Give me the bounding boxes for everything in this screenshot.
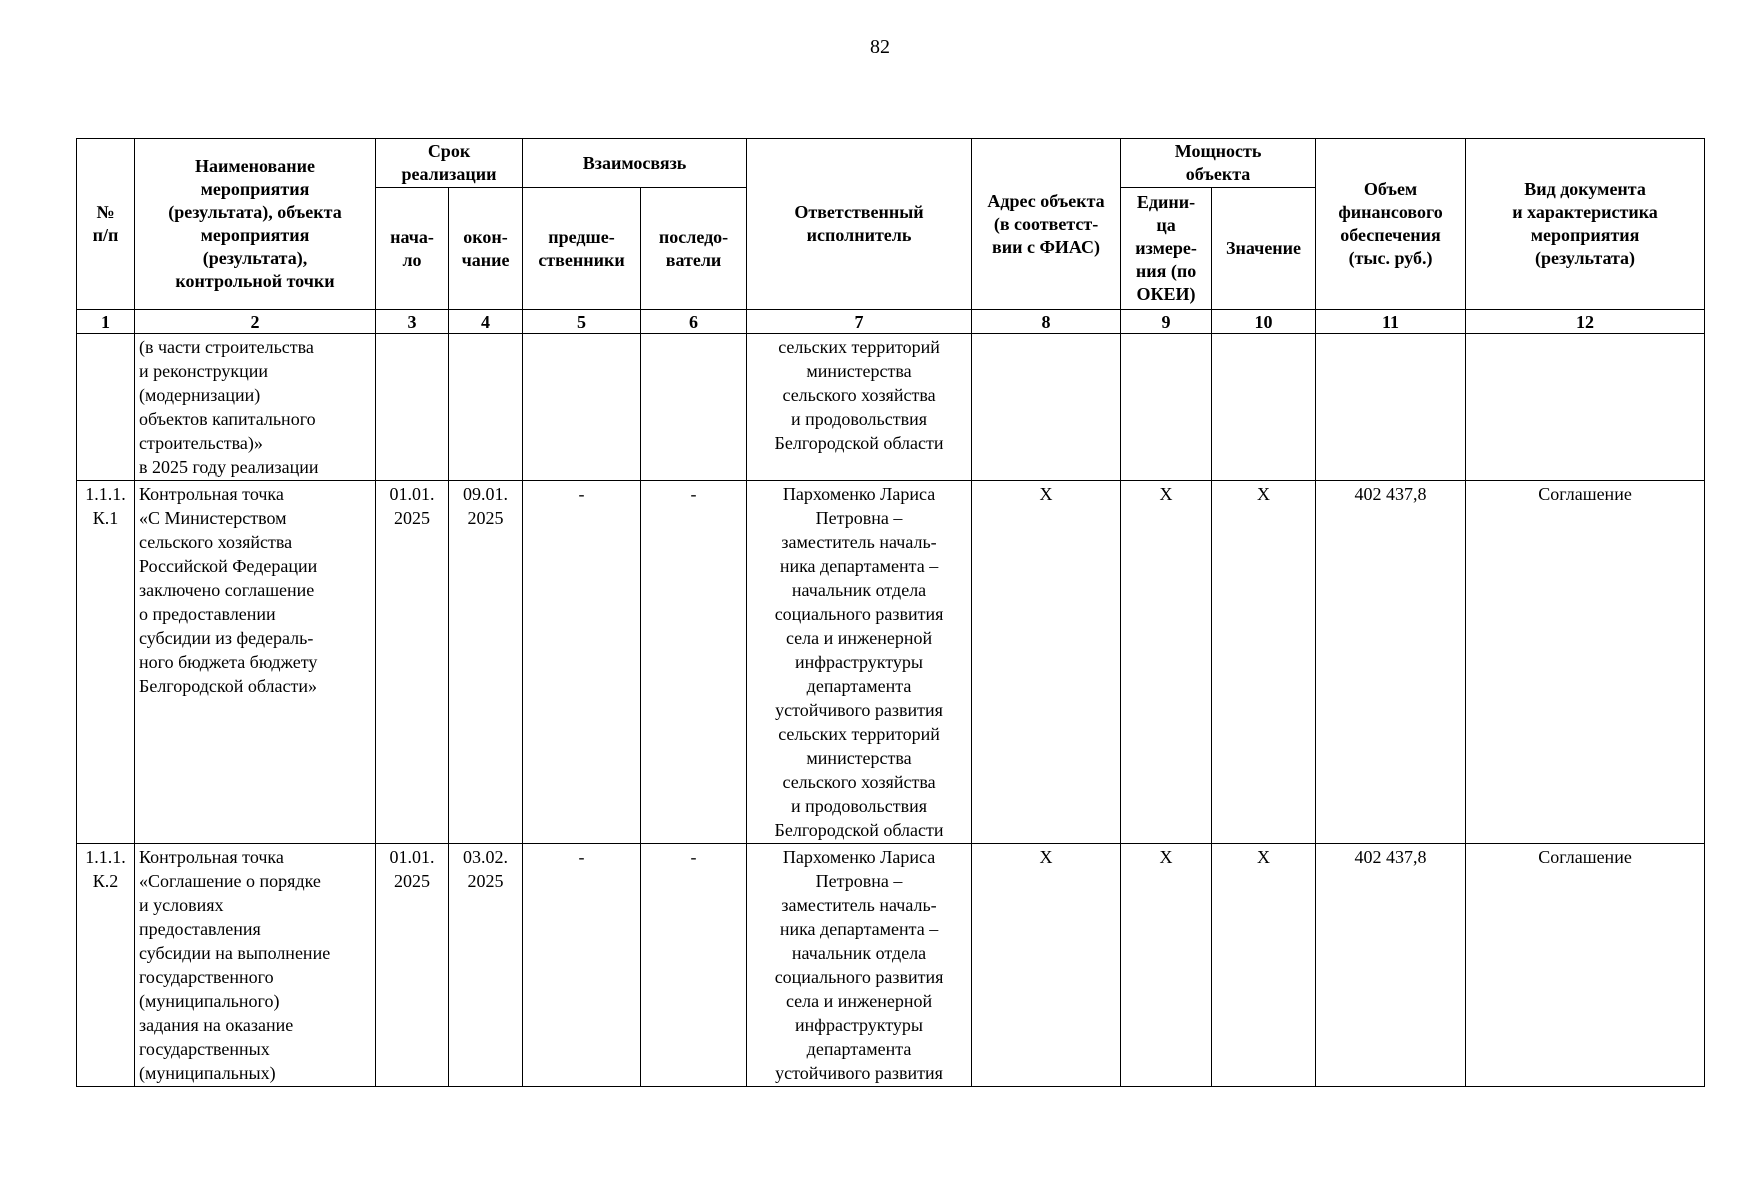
header-name: Наименование мероприятия (результата), объекта мероприятия (результата), контрольной точки <box>135 139 376 310</box>
cell-next: - <box>641 481 747 844</box>
column-number: 12 <box>1466 310 1705 334</box>
cell-finance <box>1316 334 1466 481</box>
cell-end: 03.02. 2025 <box>449 844 523 1087</box>
header-finance: Объем финансового обеспечения (тыс. руб.) <box>1316 139 1466 310</box>
column-number: 9 <box>1121 310 1212 334</box>
column-number: 6 <box>641 310 747 334</box>
header-link-prev: предше- ственники <box>523 188 641 310</box>
column-number: 10 <box>1212 310 1316 334</box>
cell-value: X <box>1212 844 1316 1087</box>
cell-prev: - <box>523 844 641 1087</box>
column-number: 3 <box>376 310 449 334</box>
cell-value <box>1212 334 1316 481</box>
plan-table <box>76 138 1705 1087</box>
table-row <box>77 481 1705 844</box>
cell-start: 01.01. 2025 <box>376 844 449 1087</box>
cell-next <box>641 334 747 481</box>
header-link: Взаимосвязь <box>523 139 747 188</box>
cell-prev: - <box>523 481 641 844</box>
header-term-start: нача- ло <box>376 188 449 310</box>
cell-prev <box>523 334 641 481</box>
cell-start: 01.01. 2025 <box>376 481 449 844</box>
cell-finance: 402 437,8 <box>1316 844 1466 1087</box>
header-term-end: окон- чание <box>449 188 523 310</box>
table-row <box>77 844 1705 1087</box>
header-responsible: Ответственный исполнитель <box>747 139 972 310</box>
header-link-next: последо- ватели <box>641 188 747 310</box>
cell-end: 09.01. 2025 <box>449 481 523 844</box>
column-number: 4 <box>449 310 523 334</box>
cell-address: X <box>972 844 1121 1087</box>
cell-value: X <box>1212 481 1316 844</box>
column-number: 1 <box>77 310 135 334</box>
cell-unit: X <box>1121 844 1212 1087</box>
header-number: № п/п <box>77 139 135 310</box>
header-capacity: Мощность объекта <box>1121 139 1316 188</box>
cell-number <box>77 334 135 481</box>
column-number: 2 <box>135 310 376 334</box>
column-number: 5 <box>523 310 641 334</box>
cell-name: Контрольная точка «С Министерством сельского хозяйства Российской Федерации заключено соглашение о предоставлении субсидии из федераль- ного бюджета бюджету Белгородской области» <box>135 481 376 844</box>
header-doc-type: Вид документа и характеристика мероприятия (результата) <box>1466 139 1705 310</box>
cell-start <box>376 334 449 481</box>
header-term: Срок реализации <box>376 139 523 188</box>
cell-end <box>449 334 523 481</box>
cell-doc: Соглашение <box>1466 844 1705 1087</box>
header-capacity-value: Значение <box>1212 188 1316 310</box>
column-number: 8 <box>972 310 1121 334</box>
cell-doc: Соглашение <box>1466 481 1705 844</box>
header-address: Адрес объекта (в соответст- вии с ФИАС) <box>972 139 1121 310</box>
cell-address: X <box>972 481 1121 844</box>
cell-responsible: сельских территорий министерства сельского хозяйства и продовольствия Белгородской области <box>747 334 972 481</box>
cell-responsible: Пархоменко Лариса Петровна – заместитель началь- ника департамента – начальник отдела социального развития села и инженерной инфраструктуры департамента устойчивого развития сельских территорий министерства сельского хозяйства и продовольствия Белгородской области <box>747 481 972 844</box>
cell-doc <box>1466 334 1705 481</box>
cell-name: Контрольная точка «Соглашение о порядке и условиях предоставления субсидии на выполнение государственного (муниципального) задания на оказание государственных (муниципальных) <box>135 844 376 1087</box>
cell-responsible: Пархоменко Лариса Петровна – заместитель началь- ника департамента – начальник отдела социального развития села и инженерной инфраструктуры департамента устойчивого развития <box>747 844 972 1087</box>
cell-next: - <box>641 844 747 1087</box>
cell-finance: 402 437,8 <box>1316 481 1466 844</box>
cell-number: 1.1.1. К.1 <box>77 481 135 844</box>
table-row <box>77 334 1705 481</box>
cell-unit <box>1121 334 1212 481</box>
page-number: 82 <box>870 36 890 58</box>
cell-name: (в части строительства и реконструкции (модернизации) объектов капитального строительства)» в 2025 году реализации <box>135 334 376 481</box>
column-number: 7 <box>747 310 972 334</box>
cell-number: 1.1.1. К.2 <box>77 844 135 1087</box>
cell-address <box>972 334 1121 481</box>
header-capacity-unit: Едини- ца измере- ния (по ОКЕИ) <box>1121 188 1212 310</box>
cell-unit: X <box>1121 481 1212 844</box>
column-number: 11 <box>1316 310 1466 334</box>
